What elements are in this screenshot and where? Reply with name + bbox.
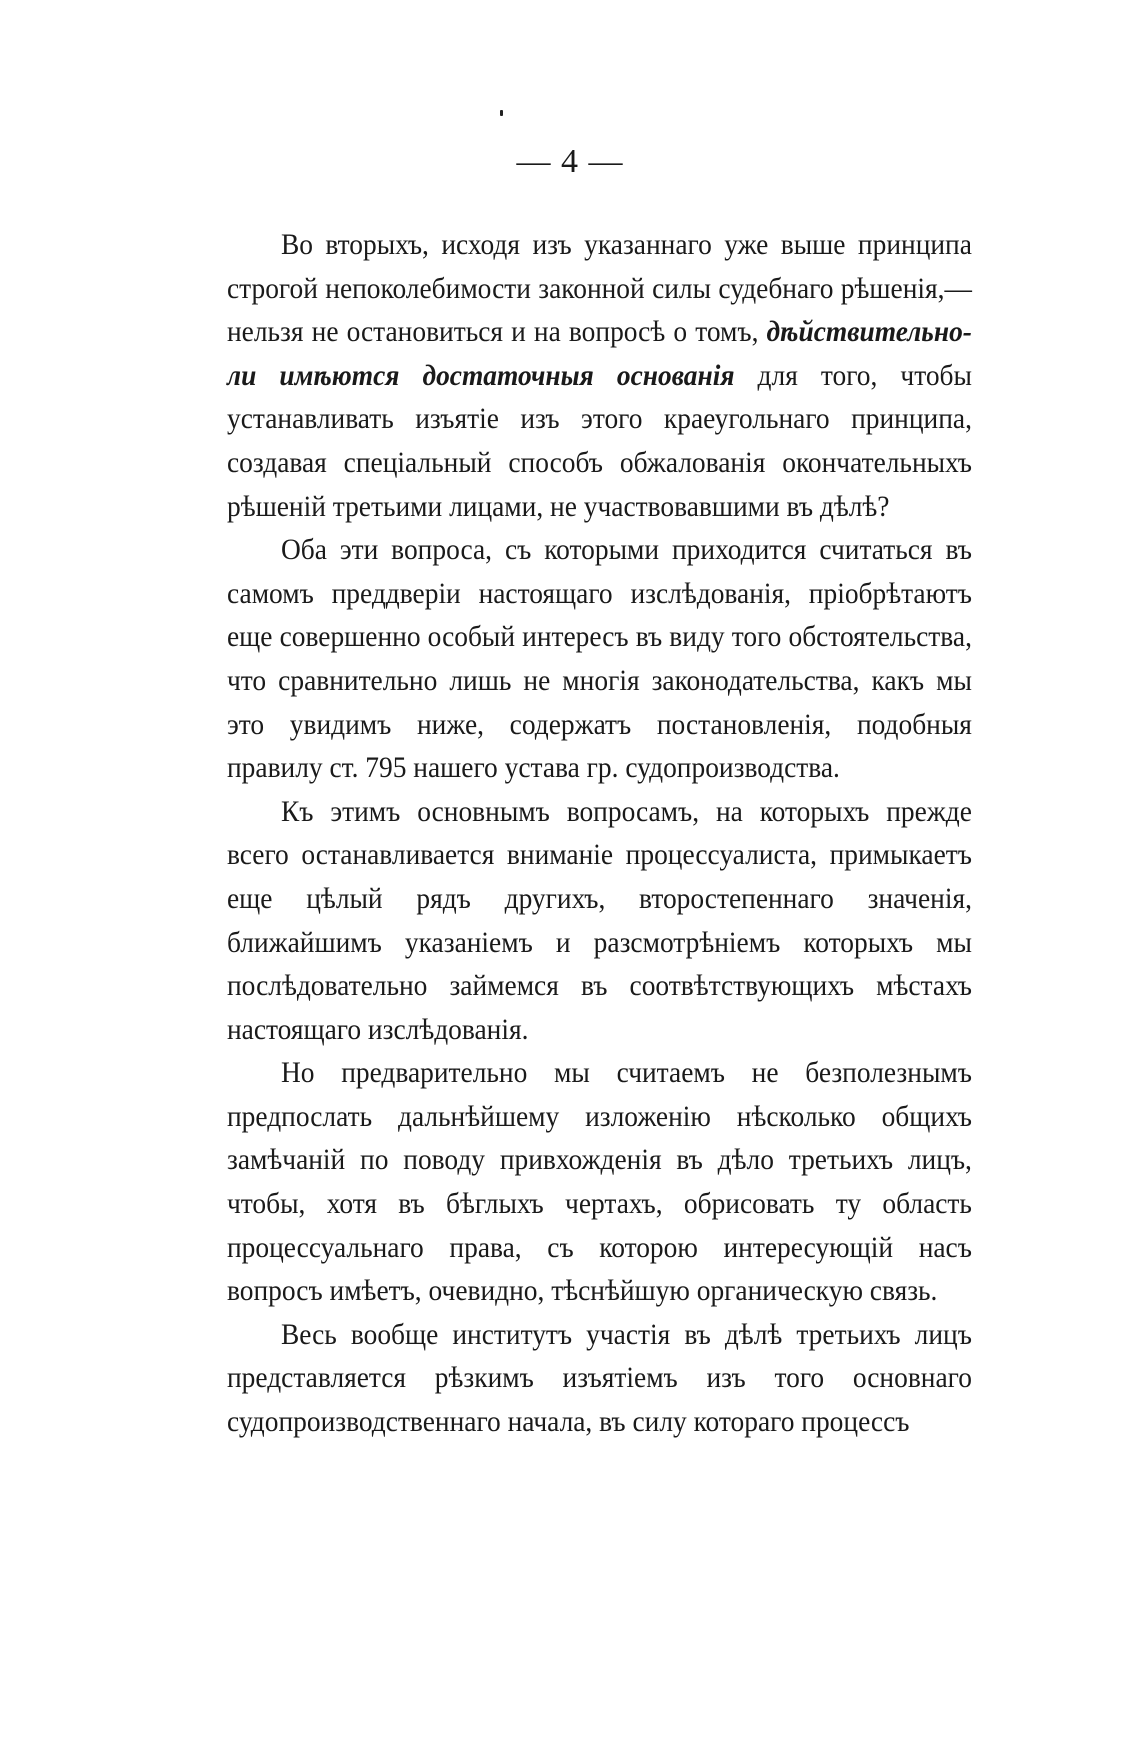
paragraph-2: Оба эти вопроса, съ которыми приходится считаться въ самомъ преддверіи настоящаго изслѣдованія, пріобрѣтаютъ еще совершенно особый интересъ въ виду того обстоятельства, что сравнительно лишь не многія законодательства, какъ мы это увидимъ ниже, содержатъ постановленія, подобныя правилу ст. 795 нашего устава гр. судопроизводства. [227,534,972,785]
paragraph-3: Къ этимъ основнымъ вопросамъ, на которыхъ прежде всего останавливается вниманіе процессуалиста, примыкаетъ еще цѣлый рядъ другихъ, второстепеннаго значенія, ближайшимъ указаніемъ и разсмотрѣніемъ которыхъ мы послѣдовательно займемся въ соотвѣтствующихъ мѣстахъ настоящаго изслѣдованія. [227,795,972,1046]
page-text [227,224,972,1445]
print-speck [500,110,503,116]
paragraph-4: Но предварительно мы считаемъ не безполезнымъ предпослать дальнѣйшему изложенію нѣсколько общихъ замѣчаній по поводу привхожденія въ дѣло третьихъ лицъ, чтобы, хотя въ бѣглыхъ чертахъ, обрисовать ту область процессуальнаго права, съ которою интересующій насъ вопросъ имѣетъ, очевидно, тѣснѣйшую органическую связь. [227,1057,972,1308]
paragraph-1-emphasis: дѣйствительно-ли имѣются достаточныя основанія [227,316,972,392]
paragraph-5: Весь вообще институтъ участія въ дѣлѣ третьихъ лицъ представляется рѣзкимъ изъятіемъ изъ того основнаго судопроизводственнаго начала, въ силу котораго процессъ [227,1318,972,1439]
paragraph-1-text-after: для того, чтобы устанавливать изъятіе изъ этого краеугольнаго принципа, создавая спеціальный способъ обжалованія окончательныхъ рѣшеній третьими лицами, не участвовавшими въ дѣлѣ? [227,359,972,523]
page-number: — 4 — [516,143,624,180]
paragraph-1-text-before: Во вторыхъ, исходя изъ указаннаго уже выше принципа строгой непоколебимости законной силы судебнаго рѣшенія,—нельзя не остановиться и на вопросѣ о томъ, [227,229,972,349]
paragraph-1 [227,224,972,529]
